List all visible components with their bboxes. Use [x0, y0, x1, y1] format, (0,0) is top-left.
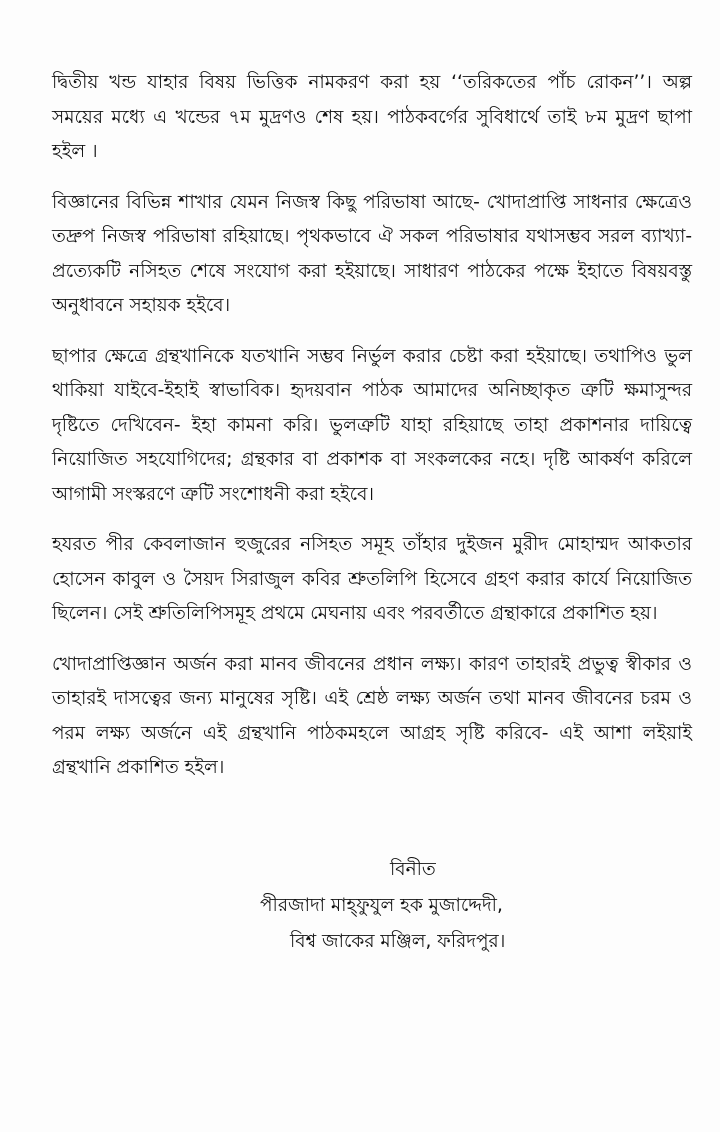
signature-closing: বিনীত [390, 859, 436, 880]
paragraph-transcription: হযরত পীর কেবলাজান হুজুরের নসিহত সমূহ তাঁহার দুইজন মুরীদ মোহাম্মদ আকতার হোসেন কাবুল ও সৈয়দ সিরাজুল কবির শ্রুতলিপি হিসেবে গ্রহণ করার কার্যে নিয়োজিত ছিলেন। সেই শ্রুতিলিপিসমূহ প্রথমে মেঘনায় এবং পরবর্তীতে গ্রন্থাকারে প্রকাশিত হয়। [52, 534, 692, 624]
signature-name: পীরজাদা মাহ্‌ফুযুল হক মুজাদ্দেদী, [260, 895, 503, 916]
signature-block [260, 852, 700, 960]
paragraph-terminology: বিজ্ঞানের বিভিন্ন শাখার যেমন নিজস্ব কিছু পরিভাষা আছে- খোদাপ্রাপ্তি সাধনার ক্ষেত্রেও তদ্রুপ নিজস্ব পরিভাষা রহিয়াছে। পৃথকভাবে ঐ সকল পরিভাষার যথাসম্ভব সরল ব্যাখ্যা-প্রত্যেকটি নসিহত শেষে সংযোগ করা হইয়াছে। সাধারণ পাঠকের পক্ষে ইহাতে বিষয়বস্তু অনুধাবনে সহায়ক হইবে। [52, 191, 692, 316]
paragraph-edition-note: দ্বিতীয় খন্ড যাহার বিষয় ভিত্তিক নামকরণ করা হয় ‘‘তরিকতের পাঁচ রোকন’’। অল্প সময়ের মধ্যে এ খন্ডের ৭ম মুদ্রণও শেষ হয়। পাঠকবর্গের সুবিধার্থে তাই ৮ম মুদ্রণ ছাপা হইল । [52, 72, 692, 162]
body-text [52, 66, 692, 802]
paragraph-errata: ছাপার ক্ষেত্রে গ্রন্থখানিকে যতখানি সম্ভব নির্ভুল করার চেষ্টা করা হইয়াছে। তথাপিও ভুল থাকিয়া যাইবে-ইহাই স্বাভাবিক। হৃদয়বান পাঠক আমাদের অনিচ্ছাকৃত ত্রুটি ক্ষমাসুন্দর দৃষ্টিতে দেখিবেন- ইহা কামনা করি। ভুলত্রুটি যাহা রহিয়াছে তাহা প্রকাশনার দায়িত্বে নিয়োজিত সহযোগিদের; গ্রন্থকার বা প্রকাশক বা সংকলকের নহে। দৃষ্টি আকর্ষণ করিলে আগামী সংস্করণে ত্রুটি সংশোধনী করা হইবে। [52, 345, 692, 505]
paragraph-purpose: খোদাপ্রাপ্তিজ্ঞান অর্জন করা মানব জীবনের প্রধান লক্ষ্য। কারণ তাহারই প্রভুত্ব স্বীকার ও তাহারই দাসত্বের জন্য মানুষের সৃষ্টি। এই শ্রেষ্ঠ লক্ষ্য অর্জন তথা মানব জীবনের চরম ও পরম লক্ষ্য অর্জনে এই গ্রন্থখানি পাঠকমহলে আগ্রহ সৃষ্টি করিবে- এই আশা লইয়াই গ্রন্থখানি প্রকাশিত হইল। [52, 653, 692, 778]
signature-address: বিশ্ব জাকের মঞ্জিল, ফরিদপুর। [290, 931, 506, 952]
